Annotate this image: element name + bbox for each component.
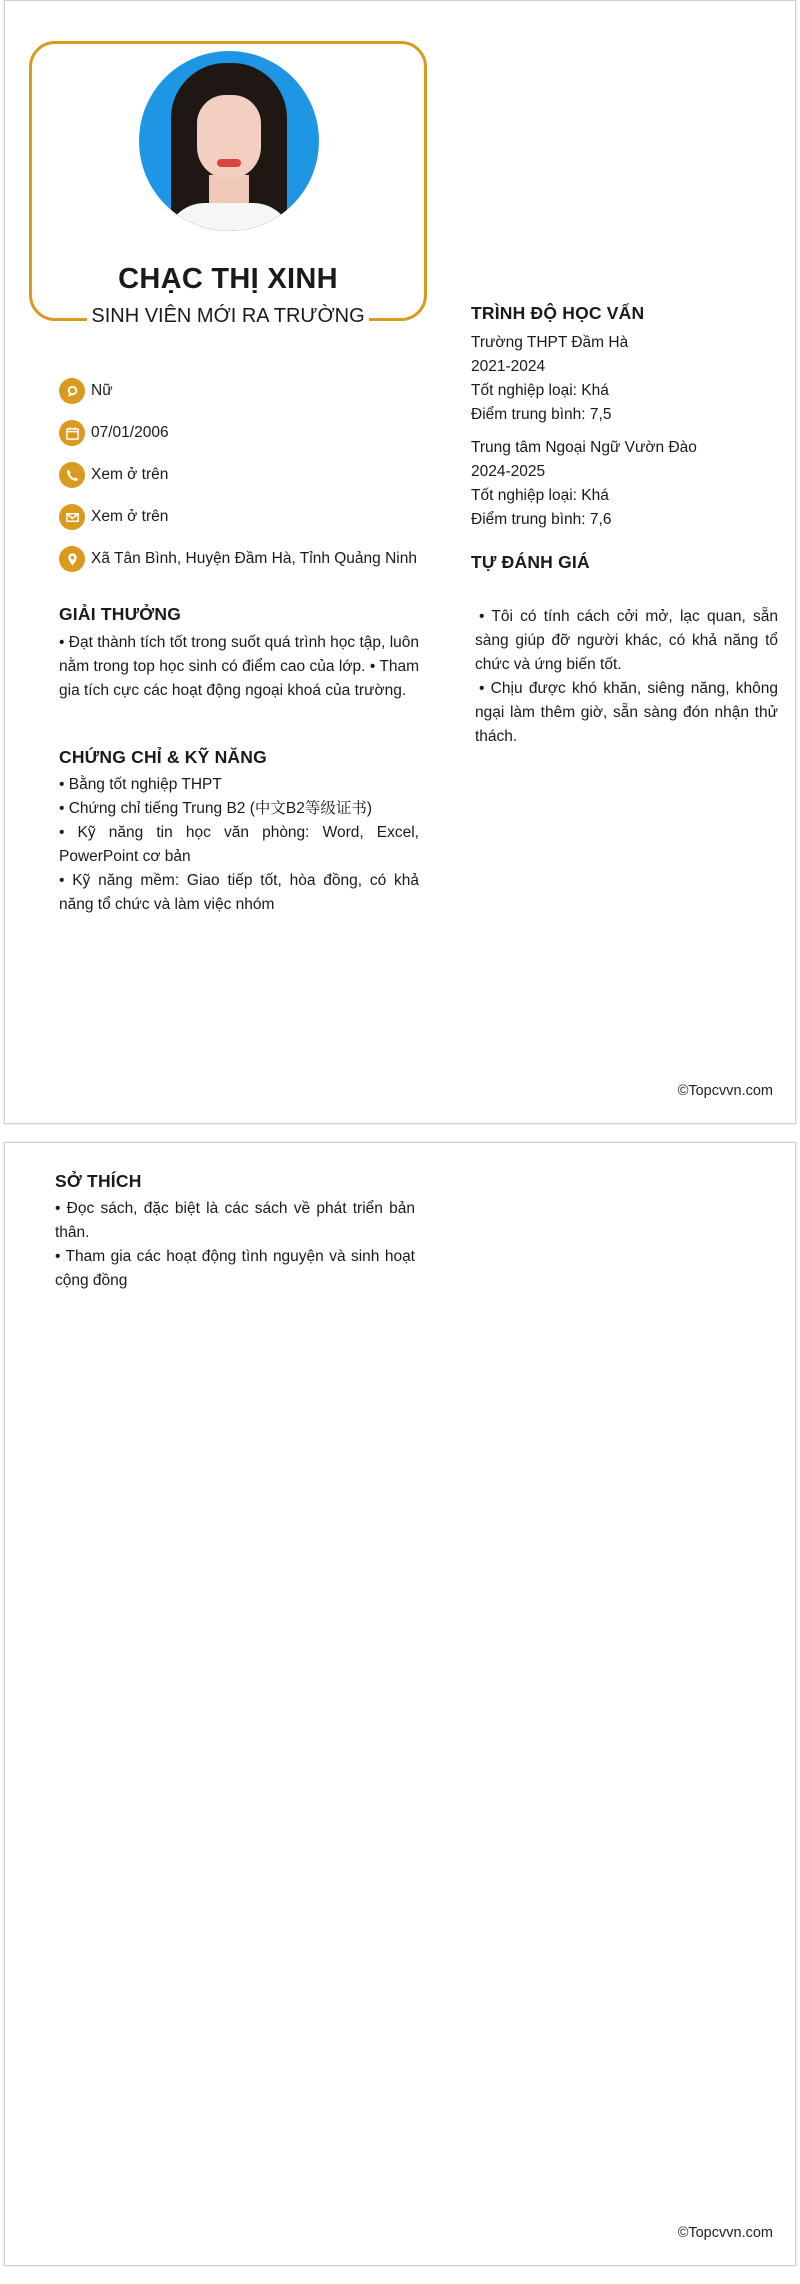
phone-value: Xem ở trên [91, 466, 169, 483]
list-item: • Đọc sách, đặc biệt là các sách về phát triển bản thân. [55, 1200, 415, 1241]
contact-email [59, 504, 439, 530]
education-title: TRÌNH ĐỘ HỌC VẤN [471, 303, 645, 323]
school-name: Trường THPT Đầm Hà [471, 334, 629, 351]
phone-icon [59, 462, 85, 488]
footer-credit: ©Topcvvn.com [677, 1083, 773, 1099]
school-period: 2021-2024 [471, 358, 546, 375]
location-icon [59, 546, 85, 572]
gender-value: Nữ [91, 382, 113, 399]
hobbies-title: SỞ THÍCH [55, 1171, 142, 1191]
cv-page-1 [4, 0, 796, 1124]
gender-icon [59, 378, 85, 404]
skills-list [59, 773, 419, 917]
email-icon [59, 504, 85, 530]
list-item: • Bằng tốt nghiệp THPT [59, 776, 222, 793]
list-item: • Kỹ năng mềm: Giao tiếp tốt, hòa đồng, có khả năng tổ chức và làm việc nhóm [59, 872, 419, 913]
birthday-value: 07/01/2006 [91, 424, 169, 441]
school-gpa: Điểm trung bình: 7,6 [471, 511, 612, 528]
email-value: Xem ở trên [91, 508, 169, 525]
address-value: Xã Tân Bình, Huyện Đầm Hà, Tỉnh Quảng Ninh [91, 550, 417, 567]
contact-birthday [59, 420, 439, 446]
list-item: • Tham gia các hoạt động tình nguyện và sinh hoạt cộng đồng [55, 1248, 415, 1289]
list-item: • Chứng chỉ tiếng Trung B2 (中文B2等级证书) [59, 800, 372, 817]
contact-phone [59, 462, 439, 488]
avatar [139, 51, 319, 231]
calendar-icon [59, 420, 85, 446]
self-assessment-title: TỰ ĐÁNH GIÁ [471, 552, 590, 572]
footer-credit: ©Topcvvn.com [677, 2225, 773, 2241]
skills-title: CHỨNG CHỈ & KỸ NĂNG [59, 747, 267, 767]
awards-text: • Đạt thành tích tốt trong suốt quá trình học tập, luôn nằm trong top học sinh có điểm cao của lớp. • Tham gia tích cực các hoạt động ngoại khoá của trường. [59, 634, 419, 699]
list-item: • Chịu được khó khăn, siêng năng, không ngại làm thêm giờ, sẵn sàng đón nhận thử thách. [475, 680, 778, 745]
contact-gender [59, 378, 439, 404]
school-rank: Tốt nghiệp loại: Khá [471, 382, 609, 399]
self-assessment-list [475, 605, 778, 749]
education-entry-1 [471, 331, 771, 427]
candidate-name: CHẠC THỊ XINH [118, 263, 338, 295]
school-gpa: Điểm trung bình: 7,5 [471, 406, 612, 423]
list-item: • Tôi có tính cách cởi mở, lạc quan, sẵn sàng giúp đỡ người khác, có khả năng tổ chức và ứng biến tốt. [475, 608, 778, 673]
school-period: 2024-2025 [471, 463, 546, 480]
hobbies-list [55, 1197, 415, 1293]
education-entry-2 [471, 436, 771, 532]
contact-address [59, 546, 439, 572]
cv-page-2 [4, 1142, 796, 2266]
candidate-position: SINH VIÊN MỚI RA TRƯỜNG [91, 305, 365, 327]
list-item: • Kỹ năng tin học văn phòng: Word, Excel, PowerPoint cơ bản [59, 824, 419, 865]
awards-title: GIẢI THƯỞNG [59, 604, 182, 624]
school-name: Trung tâm Ngoại Ngữ Vườn Đào [471, 439, 697, 456]
school-rank: Tốt nghiệp loại: Khá [471, 487, 609, 504]
